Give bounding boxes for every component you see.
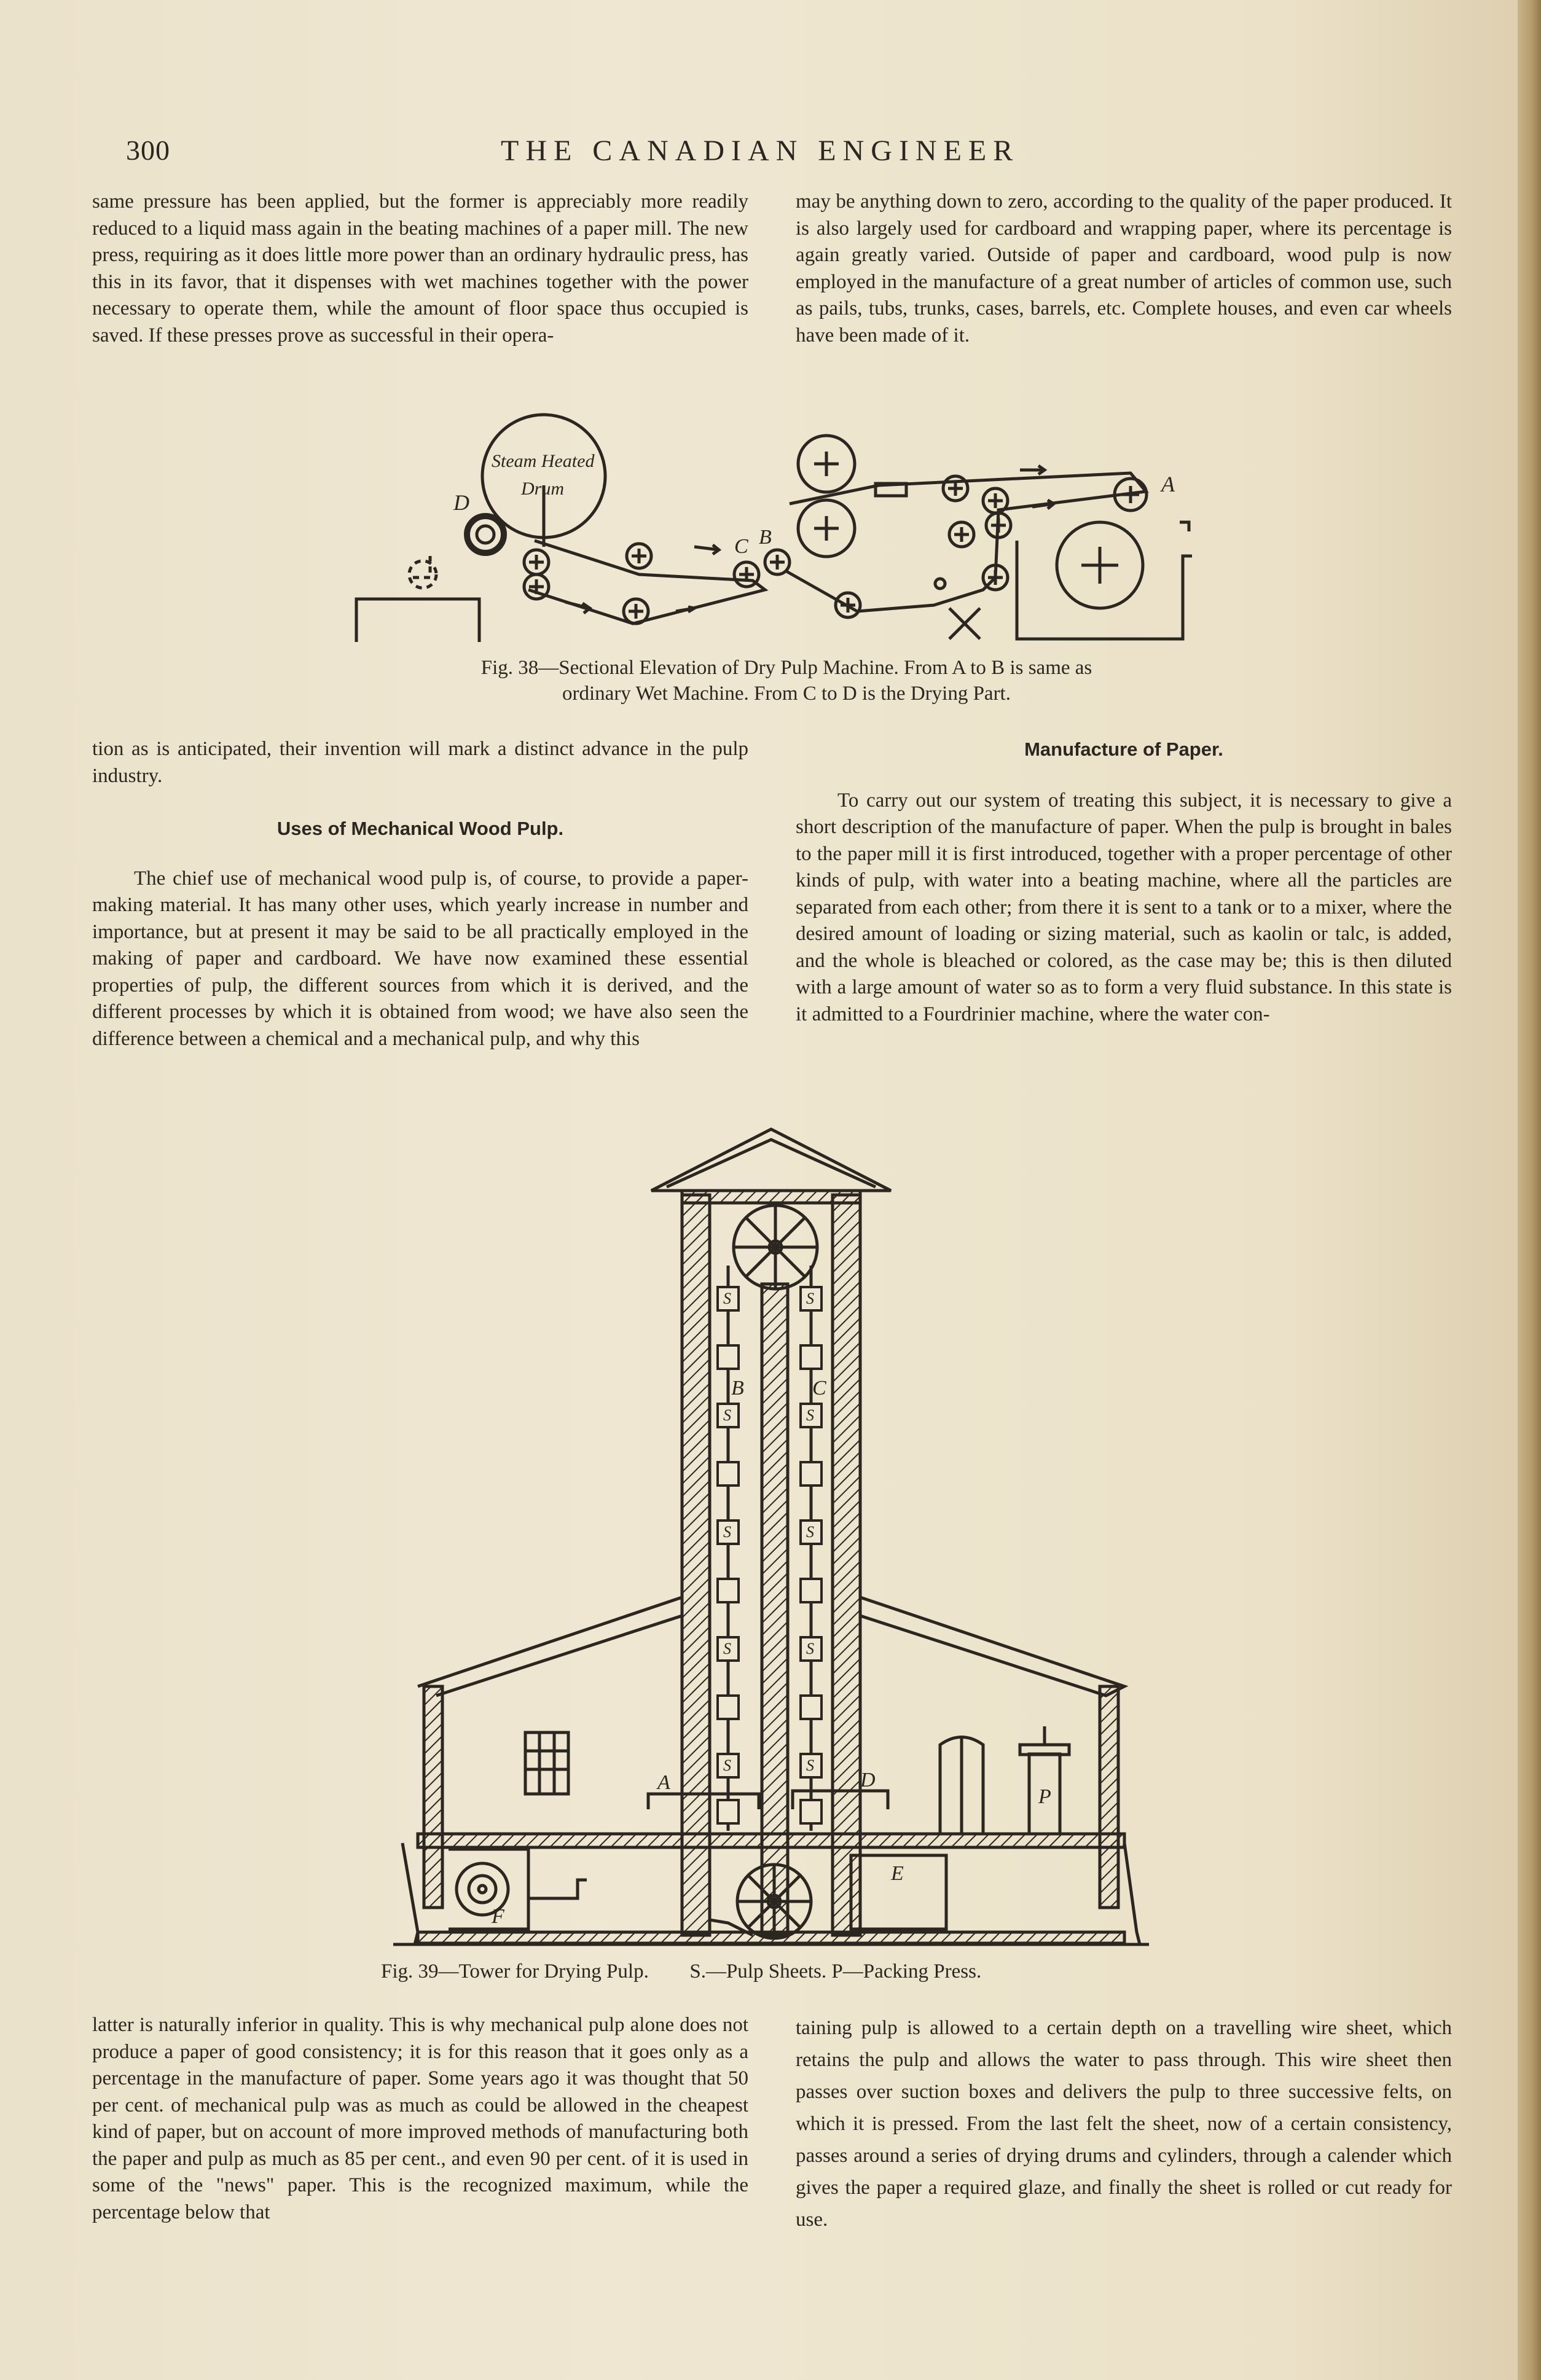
fig39-sheet-label: S bbox=[723, 1406, 731, 1424]
fig39-label-b: B bbox=[731, 1377, 744, 1399]
journal-title: THE CANADIAN ENGINEER bbox=[501, 135, 1020, 167]
section-heading-uses: Uses of Mechanical Wood Pulp. bbox=[276, 818, 564, 839]
section-heading-manufacture: Manufacture of Paper. bbox=[1024, 738, 1223, 760]
fig38-label-c: C bbox=[734, 535, 748, 558]
page-number: 300 bbox=[126, 135, 170, 166]
fig39-label-d: D bbox=[860, 1769, 876, 1791]
fig39-caption bbox=[381, 1959, 1241, 1984]
fig39-sheet-label: S bbox=[806, 1640, 814, 1658]
fig39-sheet-label: S bbox=[806, 1756, 814, 1774]
bottom-left-paragraph: latter is naturally inferior in quality. This is why mechanical pulp alone does not produce a paper of good consistency; it is for this reason that it goes only as a percentage in the manufacture of paper. Some years ago it was thought that 50 per cent. of mechanical pulp was as much as could be allowed in the cheapest kind of paper, but on account of more improved methods of manufacturing both the paper and pulp as much as 85 per cent., and even 90 per cent. of it is used in some of the "news" paper. This is the recognized maximum, while the percentage below that bbox=[92, 2014, 748, 2223]
fig39-sheet-label: S bbox=[723, 1756, 731, 1774]
fig39-sheet-label: S bbox=[723, 1640, 731, 1658]
top-left-paragraph: same pressure has been applied, but the former is appreciably more readily reduced to a liquid mass again in the beating machines of a paper mill. The new press, requiring as it does little more power than an ordinary hydraulic press, has this in its favor, that it dispenses with wet machines together with the power necessary to operate them, while the amount of floor space thus occupied is saved. If these presses prove as successful in their opera- bbox=[92, 190, 748, 346]
bottom-right-paragraph: taining pulp is allowed to a certain depth on a travelling wire sheet, which retains the pulp and allows the water to pass through. This wire sheet then passes over suction boxes and delivers the pulp to three successive felts, on which it is pressed. From the last felt the sheet, now of a certain consistency, passes around a series of drying drums and cylinders, through a calender which gives the paper a required glaze, and finally the sheet is rolled or cut ready for use. bbox=[796, 2017, 1452, 2231]
fig39-sheet-label: S bbox=[806, 1523, 814, 1541]
continuation-paragraph: tion as is anticipated, their invention will mark a distinct advance in the pulp industry. bbox=[92, 738, 748, 787]
fig39-label-p: P bbox=[1038, 1785, 1051, 1808]
fig39-sheet-label: S bbox=[723, 1290, 731, 1307]
fig39-label-c: C bbox=[812, 1377, 826, 1399]
fig39-caption-right: S.—Pulp Sheets. P—Packing Press. bbox=[689, 1960, 982, 1983]
fig39-sheet-label: S bbox=[806, 1406, 814, 1424]
fig39-sheet-label: S bbox=[806, 1290, 814, 1307]
fig38-caption-line-1: Fig. 38—Sectional Elevation of Dry Pulp Machine. From A to B is same as bbox=[480, 657, 1092, 679]
fig38-drum-label-2: Drum bbox=[521, 479, 565, 499]
uses-paragraph: The chief use of mechanical wood pulp is, of course, to provide a paper-making material. It has many other uses, which yearly increase in number and importance, but at present it may be said to be all practically employed in the making of paper and cardboard. We have now examined these essential properties of pulp, the different sources from which it is derived, and the different processes by which it is obtained from wood; we have also seen the difference between a chemical and a mechanical pulp, and why this bbox=[92, 867, 748, 1050]
fig39-label-e: E bbox=[891, 1862, 904, 1885]
fig39-sheet-label: S bbox=[723, 1523, 731, 1541]
fig38-caption-line-2: ordinary Wet Machine. From C to D is the Drying Part. bbox=[562, 683, 1011, 705]
bottom-right-column bbox=[796, 2012, 1452, 2236]
manufacture-paragraph: To carry out our system of treating this subject, it is necessary to give a short description of the manufacture of paper. When the pulp is brought in bales to the paper mill it is first introduced, together with a proper percentage of other kinds of pulp, with water into a beating machine, where all the particles are separated from each other; from there it is sent to a tank or to a mixer, where the desired amount of loading or sizing material, such as kaolin or talc, is added, and the whole is bleached or colored, as the case may be; this is then diluted with a large amount of water so as to form a very fluid substance. In this state is it admitted to a Fourdrinier machine, where the water con- bbox=[796, 789, 1452, 1025]
fig38-label-b: B bbox=[759, 526, 772, 549]
fig39-caption-left: Fig. 39—Tower for Drying Pulp. bbox=[381, 1960, 649, 1983]
fig38-label-a: A bbox=[1161, 472, 1175, 496]
fig39-label-a: A bbox=[657, 1771, 670, 1794]
fig39-label-f: F bbox=[492, 1905, 504, 1928]
fig38-label-d: D bbox=[453, 490, 469, 515]
fig38-drum-label-1: Steam Heated bbox=[492, 451, 595, 471]
top-right-paragraph: may be anything down to zero, according to the quality of the paper produced. It is also largely used for cardboard and wrapping paper, where its percentage is again greatly varied. Outside of paper and cardboard, wood pulp is now employed in the manufacture of a great number of articles of common use, such as pails, tubs, trunks, cases, barrels, etc. Complete houses, and even car wheels have been made of it. bbox=[796, 190, 1452, 346]
bottom-left-column bbox=[92, 2012, 748, 2226]
